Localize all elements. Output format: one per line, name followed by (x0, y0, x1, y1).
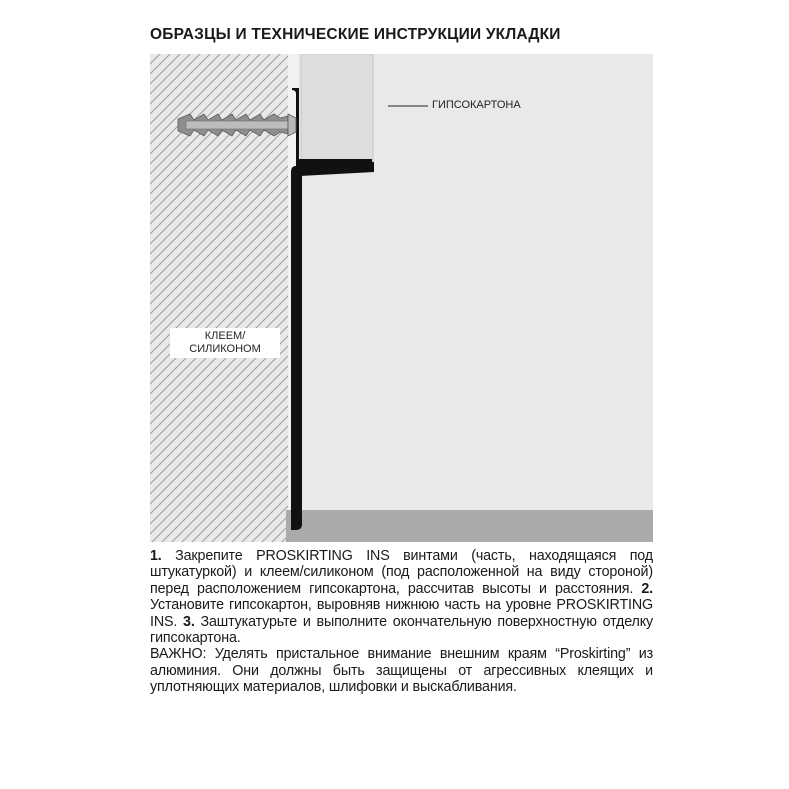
gypsum-label: ГИПСОКАРТОНА (432, 99, 521, 111)
adhesive-label-line1: КЛЕЕМ/ (204, 330, 246, 342)
adhesive-label (170, 328, 280, 358)
important-note: ВАЖНО: Уделять пристальное внимание внешним краям “Proskirting” из алюминия. Они должны быть защищены от агрессивных клеящих и уплотняющих материалов, шлифовки и выскабливания. (150, 646, 653, 696)
drywall-board (301, 54, 373, 162)
screw-head (288, 114, 296, 136)
step2-number: 2. (641, 580, 653, 597)
step2-text: Установите гипсокартон, выровняв нижнюю часть на уровне PROSKIRTING INS. (150, 597, 653, 630)
step3-number: 3. (183, 613, 195, 630)
step3-text: Заштукатурьте и выполните окончательную поверхностную отделку гипсокартона. (150, 613, 653, 647)
page-title: ОБРАЗЦЫ И ТЕХНИЧЕСКИЕ ИНСТРУКЦИИ УКЛАДКИ (150, 26, 561, 43)
step1-number: 1. (150, 548, 162, 564)
step1-text: Закрепите PROSKIRTING INS винтами (часть, находящаяся под штукатуркой) и клеем/силиконом (под расположенной на виду стороной) перед расположением гипсокартона, рассчитав высоты и расстояния. (150, 548, 653, 597)
floor (286, 510, 653, 542)
adhesive-label-line2: СИЛИКОНОМ (189, 343, 261, 355)
installation-diagram (150, 54, 653, 542)
instructions-text (150, 548, 653, 696)
instructions-steps (150, 548, 653, 646)
